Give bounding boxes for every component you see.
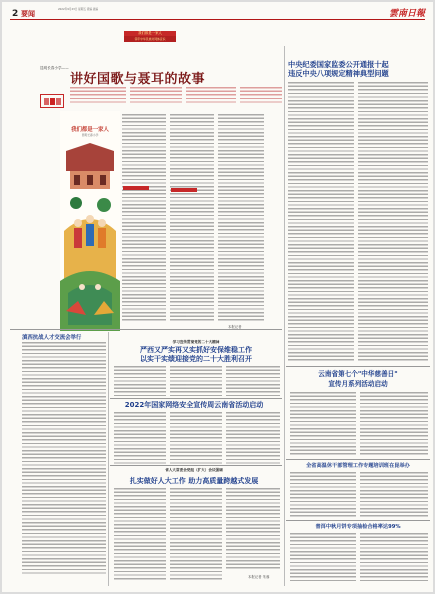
feature-subhead-mark-2 (171, 188, 197, 192)
mid-3-body-2 (170, 488, 222, 580)
feature-intro-3 (186, 87, 236, 105)
mid-3-body-3 (226, 488, 280, 570)
mid-3-subtitle: 省人大常委会党组（扩大）会议强调 (165, 468, 223, 472)
right-top-headline-line-2: 违反中央八项规定精神典型问题 (288, 69, 389, 78)
feature-poster (60, 111, 120, 331)
section-rule-2 (110, 398, 282, 399)
mid-1-body-2 (170, 366, 222, 396)
section-rule-5 (286, 459, 430, 460)
right-2-body-2 (360, 392, 428, 456)
right-2-headline-line-1: 云南省第七个"中华慈善日" (318, 370, 398, 378)
mid-2-body-3 (226, 412, 280, 464)
feature-subhead-mark (123, 186, 149, 190)
page-number: 2 (12, 9, 19, 19)
right-top-headline (288, 60, 430, 78)
feature-intro-2 (130, 87, 182, 105)
date-line: 2022年9月23日 星期五 责编 美编 (58, 8, 98, 11)
feature-body-col-3 (218, 114, 264, 322)
feature-body-col-2 (170, 114, 214, 322)
right-4-headline: 普洱中秋月饼专项抽检合格率达99% (315, 524, 401, 530)
logo-badge (40, 94, 64, 108)
column-divider-2 (108, 332, 109, 586)
newspaper-page (2, 2, 433, 592)
mid-3-body-1 (114, 488, 166, 580)
section-rule-3 (110, 465, 282, 466)
feature-intro-1 (70, 87, 126, 105)
right-2-body-1 (290, 392, 356, 456)
header-rule (10, 19, 425, 20)
section-rule-4 (286, 366, 430, 367)
poster-subtitle: 昆明长春小学 (81, 133, 99, 137)
feature-headline: 讲好国歌与聂耳的故事 (70, 72, 206, 87)
right-3-body-1 (290, 472, 356, 518)
mid-2-body-1 (114, 412, 166, 464)
mid-1-subtitle: 学习宣传贯彻党的二十大精神 (172, 340, 220, 344)
feature-byline: 本报记者 (228, 325, 242, 329)
left-bottom-headline: 滇西抗战人才交流会举行 (22, 335, 82, 341)
mid-3-byline: 本报记者 朱蓉 (248, 575, 270, 579)
mid-1-headline (112, 346, 280, 363)
section-rule-6 (286, 520, 430, 521)
mid-1-body-3 (226, 366, 280, 396)
section-name: 要闻 (21, 10, 35, 18)
mid-2-body-2 (170, 412, 222, 464)
series-banner (124, 31, 176, 42)
feature-body-col-1 (122, 114, 166, 322)
right-4-body-2 (360, 533, 428, 581)
poster-title: 我们都是一家人 (71, 127, 109, 133)
left-bottom-body (22, 342, 106, 574)
right-2-headline-line-2: 宣传月系列活动启动 (328, 379, 388, 388)
masthead-logo: 雲南日報 (388, 9, 425, 19)
right-3-body-2 (360, 472, 428, 518)
mid-3-headline: 扎实做好人大工作 助力高质量跨越式发展 (129, 477, 259, 485)
mid-1-body-1 (114, 366, 166, 396)
right-top-headline-line-1: 中央纪委国家监委公开通报十起 (288, 60, 389, 69)
feature-intro-4 (240, 87, 282, 105)
right-top-body-1 (288, 82, 354, 362)
right-top-body-2 (358, 82, 428, 362)
feature-kicker: 昆明长春小学—— (40, 66, 69, 70)
mid-2-headline: 2022年国家网络安全宣传周云南省活动启动 (124, 401, 264, 409)
right-2-headline (286, 370, 430, 389)
mid-1-headline-line-2: 以实干实绩迎接党的二十大胜利召开 (140, 354, 252, 363)
mid-1-headline-line-1: 严西又严实再又实抓好安保维稳工作 (140, 346, 252, 354)
section-rule (10, 329, 282, 330)
right-3-headline: 全省高温休干部管理工作专题培训班在昆举办 (306, 463, 410, 469)
banner-line-1: 我们都是一家人 (124, 31, 176, 36)
banner-line-2: 铸牢中华民族共同体意识 (124, 36, 176, 42)
column-divider (284, 46, 285, 586)
right-4-body-1 (290, 533, 356, 581)
